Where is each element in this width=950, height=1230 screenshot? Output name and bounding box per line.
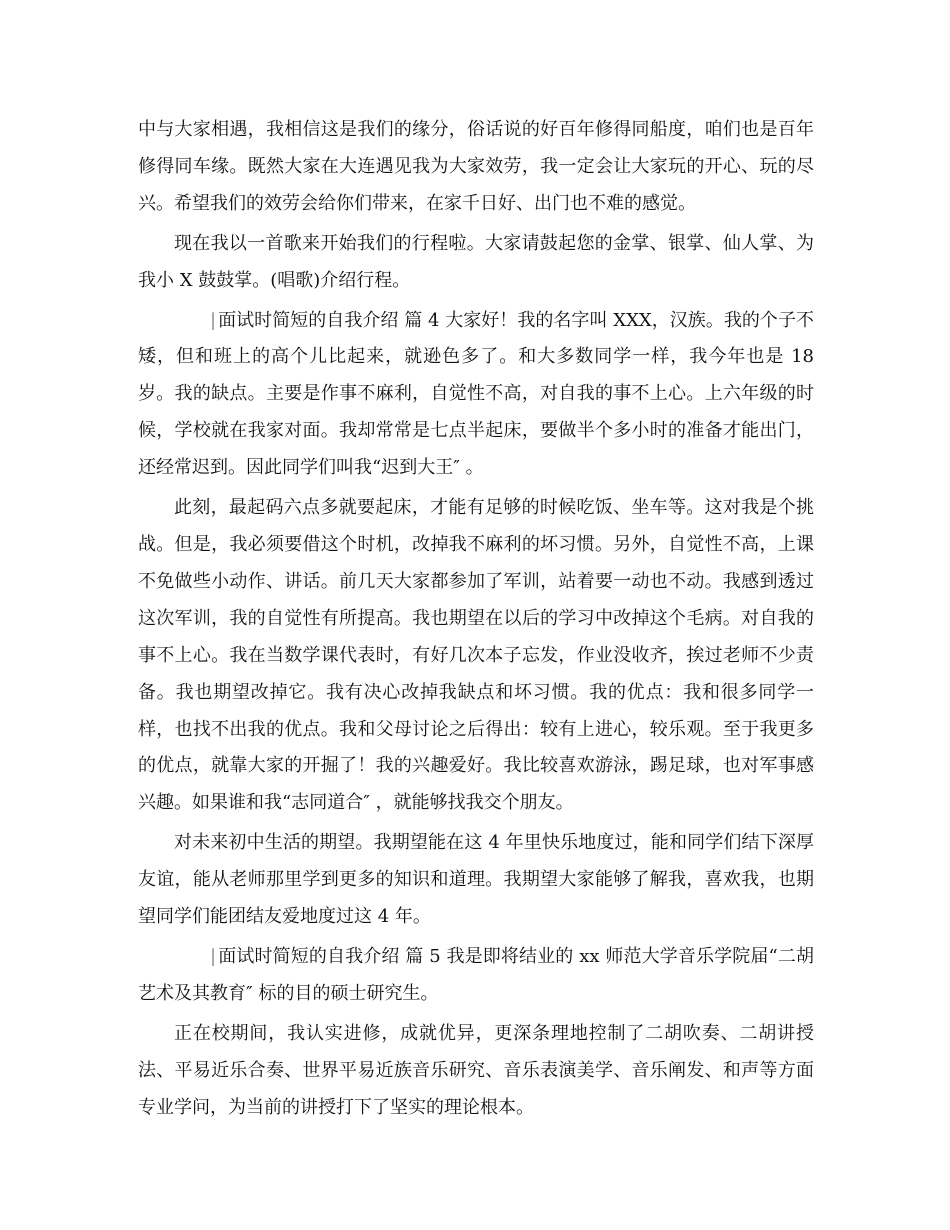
paragraph-3 <box>138 303 814 488</box>
paragraph-6-text: 面试时简短的自我介绍 篇 5 我是即将结业的 xx 师范大学音乐学院届“二胡艺术及其教育″ 标的目的硕士研究生。 <box>138 945 814 1004</box>
paragraph-2 <box>138 226 814 300</box>
document-body <box>138 112 814 1129</box>
paragraph-1-text: 中与大家相遇，我相信这是我们的缘分，俗话说的好百年修得同船度，咱们也是百年修得同车缘。既然大家在大连遇见我为大家效劳，我一定会让大家玩的开心、玩的尽兴。希望我们的效劳会给你们带来，在家千日好、出门也不难的感觉。 <box>138 119 814 214</box>
paragraph-7 <box>138 1016 814 1127</box>
paragraph-6 <box>138 939 814 1013</box>
section-marker: | <box>210 309 217 331</box>
paragraph-2-text: 现在我以一首歌来开始我们的行程啦。大家请鼓起您的金掌、银掌、仙人掌、为我小 X 鼓鼓掌。(唱歌)介绍行程。 <box>138 232 814 291</box>
paragraph-5 <box>138 825 814 936</box>
section-marker: | <box>210 945 217 967</box>
paragraph-3-text: 面试时简短的自我介绍 篇 4 大家好！我的名字叫 XXX，汉族。我的个子不矮，但和班上的高个儿比起来，就逊色多了。和大多数同学一样，我今年也是 18岁。我的缺点。主要是作事不麻利，自觉性不高，对自我的事不上心。上六年级的时候，学校就在我家对面。我却常常是七点半起床，要做半个多小时的准备才能出门，还经常迟到。因此同学们叫我“迟到大王″ 。 <box>138 309 814 479</box>
paragraph-4-text: 此刻，最起码六点多就要起床，才能有足够的时候吃饭、坐车等。这对我是个挑战。但是，我必须要借这个时机，改掉我不麻利的坏习惯。另外，自觉性不高，上课不免做些小动作、讲话。前几天大家都参加了军训，站着要一动也不动。我感到透过这次军训，我的自觉性有所提高。我也期望在以后的学习中改掉这个毛病。对自我的事不上心。我在当数学课代表时，有好几次本子忘发，作业没收齐，挨过老师不少责备。我也期望改掉它。我有决心改掉我缺点和坏习惯。我的优点：我和很多同学一样，也找不出我的优点。我和父母讨论之后得出：较有上进心，较乐观。至于我更多的优点，就靠大家的开掘了！我的兴趣爱好。我比较喜欢游泳，踢足球，也对军事感兴趣。如果谁和我“志同道合″ ，就能够找我交个朋友。 <box>138 497 814 814</box>
paragraph-5-text: 对未来初中生活的期望。我期望能在这 4 年里快乐地度过，能和同学们结下深厚友谊，能从老师那里学到更多的知识和道理。我期望大家能够了解我，喜欢我，也期望同学们能团结友爱地度过这 4 年。 <box>138 832 814 928</box>
paragraph-4 <box>138 490 814 822</box>
paragraph-7-text: 正在校期间，我认实进修，成就优异，更深条理地控制了二胡吹奏、二胡讲授法、平易近乐合奏、世界平易近族音乐研究、音乐表演美学、音乐阐发、和声等方面专业学问，为当前的讲授打下了坚实的理论根本。 <box>138 1022 814 1118</box>
paragraph-1 <box>138 112 814 223</box>
